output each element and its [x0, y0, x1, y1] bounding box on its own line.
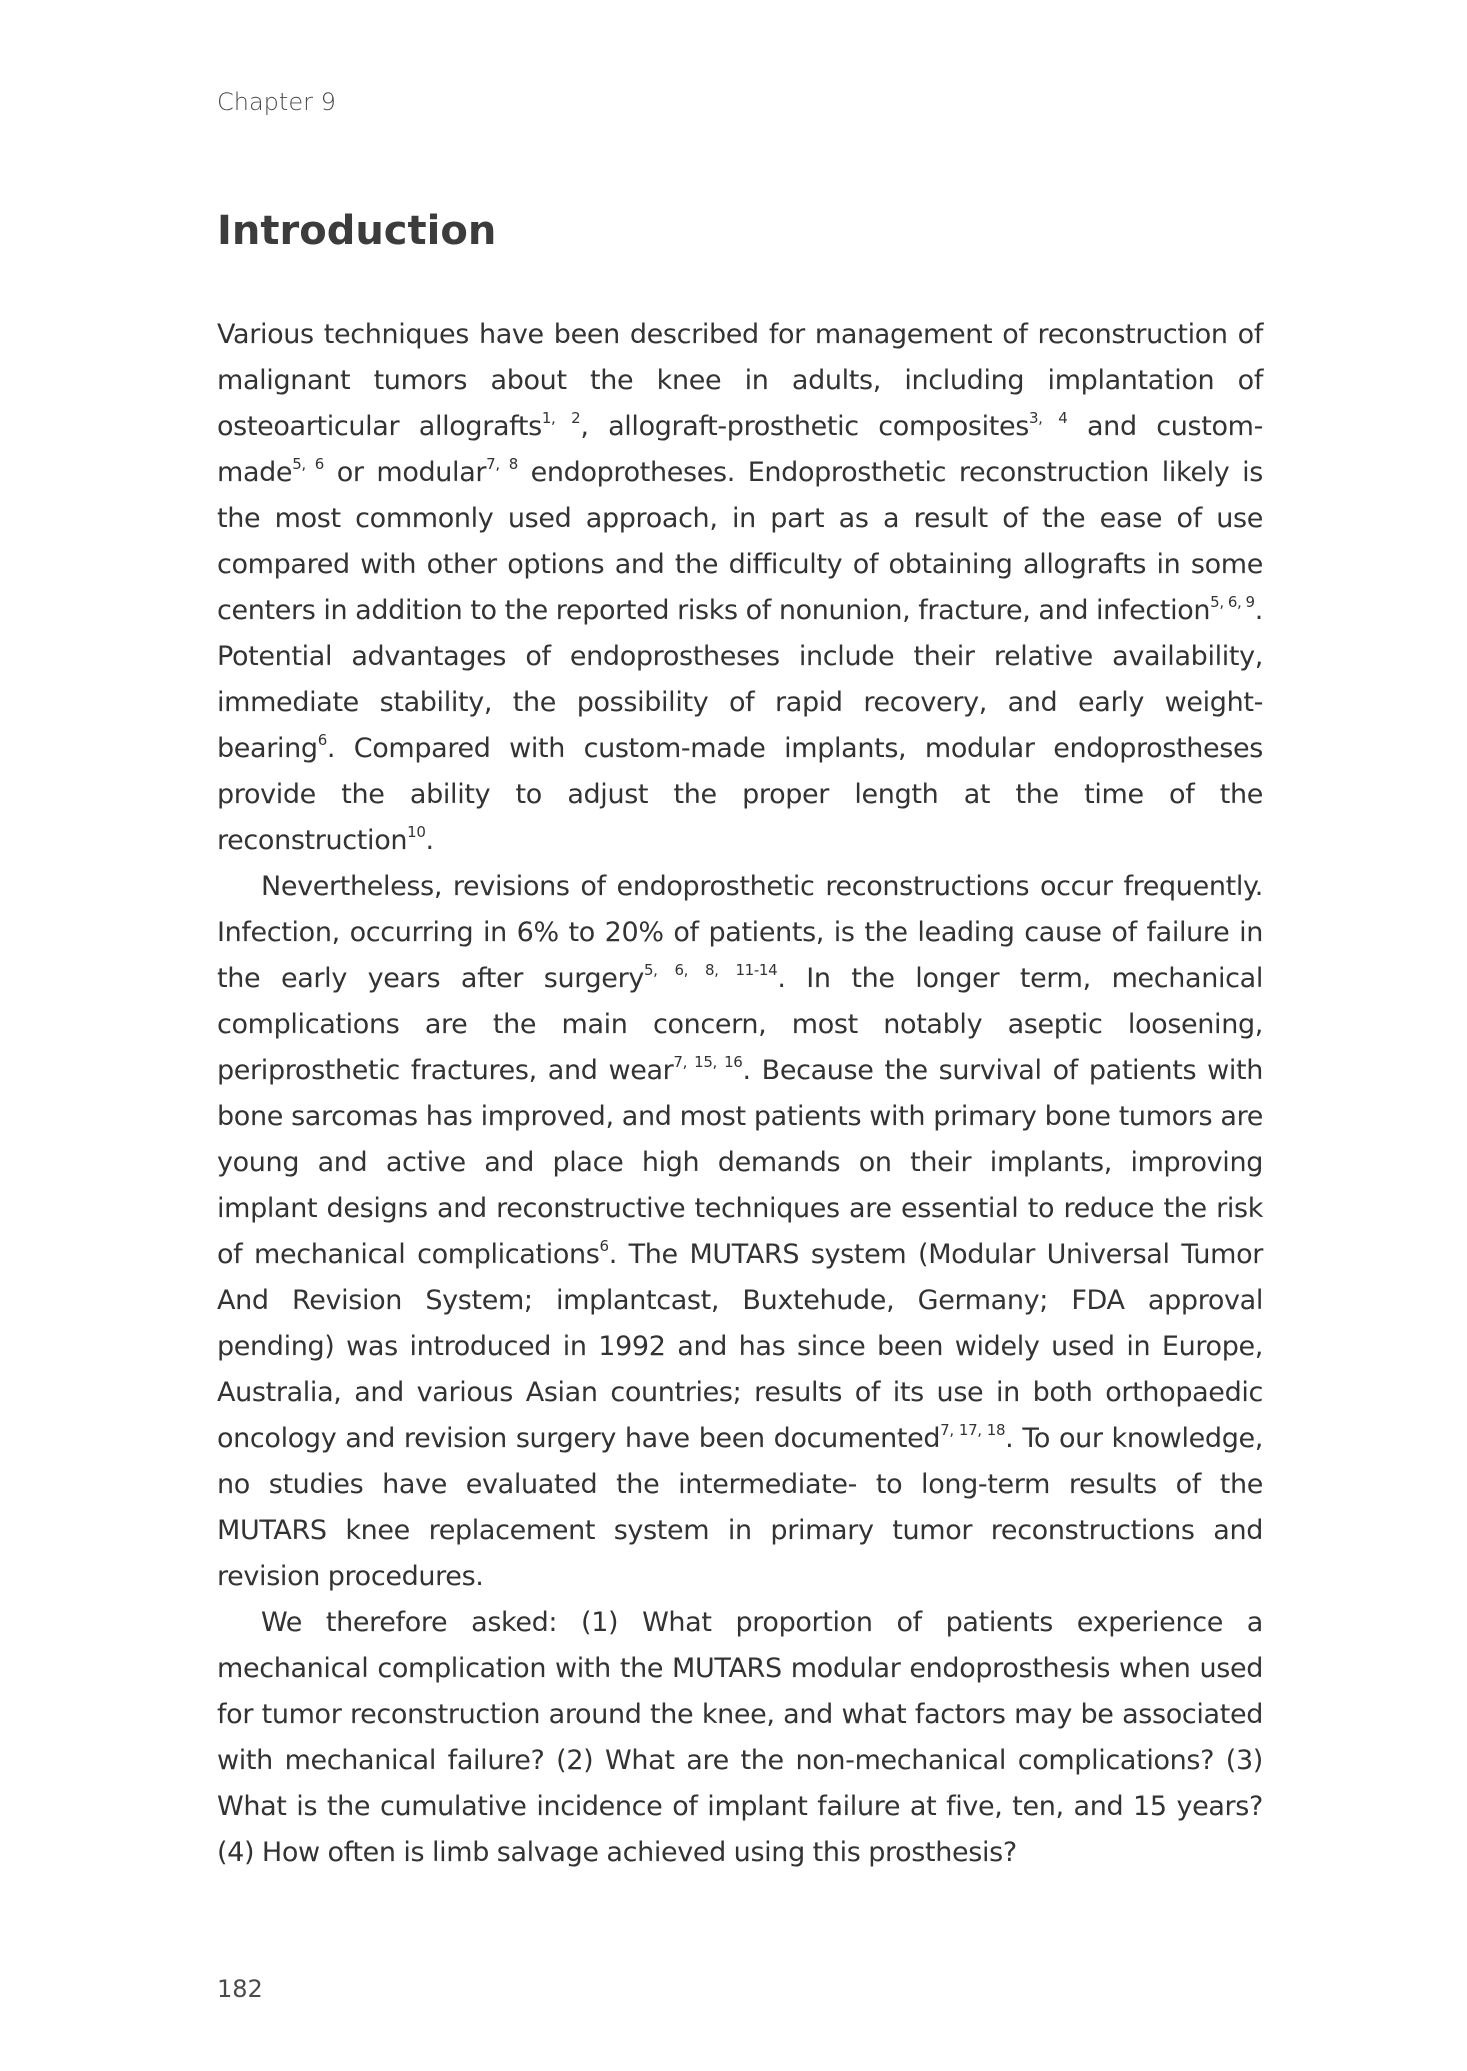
paragraph: [217, 1600, 1263, 1876]
paragraph: [217, 312, 1263, 864]
citation-superscript: 3, 4: [1028, 409, 1068, 427]
paragraph: [217, 864, 1263, 1600]
section-title: Introduction: [217, 208, 497, 254]
text-run: or modular: [323, 457, 487, 488]
text-run: .: [425, 825, 434, 856]
citation-superscript: 7, 17, 18: [940, 1421, 1006, 1439]
text-run: . Compared with custom-made implants, modular endoprostheses provide the ability to adjust the proper length at the time of the reconstruction: [217, 733, 1263, 856]
text-run: and custom-made: [217, 411, 1263, 488]
citation-superscript: 6: [599, 1237, 609, 1255]
citation-superscript: 5, 6, 9: [1210, 593, 1255, 611]
page-number: 182: [217, 1975, 263, 2003]
citation-superscript: 1, 2: [541, 409, 581, 427]
text-run: . Potential advantages of endoprostheses include their relative availability, immediate stability, the possibility of rapid recovery, and early weight-bearing: [217, 595, 1263, 764]
citation-superscript: 5, 6, 8, 11-14: [643, 961, 778, 979]
text-run: , allograft-prosthetic composites: [580, 411, 1029, 442]
running-head: Chapter 9: [217, 88, 336, 116]
text-run: endoprotheses. Endoprosthetic reconstruction likely is the most commonly used approach, in part as a result of the ease of use compared with other options and the difficulty of obtaining allografts in some centers in addition to the reported risks of nonunion, fracture, and infection: [217, 457, 1264, 626]
text-run: Nevertheless, revisions of endoprosthetic reconstructions occur frequently. Infection, occurring in 6% to 20% of patients, is the leading cause of failure in the early years after surgery: [217, 871, 1263, 994]
text-run: . The MUTARS system (Modular Universal Tumor And Revision System; implantcast, Buxtehude, Germany; FDA approval pending) was introduced in 1992 and has since been widely used in Europe, Australia, and various Asian countries; results of its use in both orthopaedic oncology and revision surgery have been documented: [217, 1239, 1263, 1454]
citation-superscript: 7, 15, 16: [673, 1053, 743, 1071]
text-run: . To our knowledge, no studies have evaluated the intermediate- to long-term results of the MUTARS knee replacement system in primary tumor reconstructions and revision procedures.: [217, 1423, 1263, 1592]
citation-superscript: 10: [407, 823, 426, 841]
body-text: [217, 312, 1263, 1876]
text-run: Various techniques have been described for management of reconstruction of malignant tumors about the knee in adults, including implantation of osteoarticular allografts: [217, 319, 1263, 442]
citation-superscript: 6: [317, 731, 327, 749]
text-run: . Because the survival of patients with bone sarcomas has improved, and most patients with primary bone tumors are young and active and place high demands on their implants, improving implant designs and reconstructive techniques are essential to reduce the risk of mechanical complications: [217, 1055, 1264, 1270]
text-run: . In the longer term, mechanical complications are the main concern, most notably aseptic loosening, periprosthetic fractures, and wear: [217, 963, 1263, 1086]
citation-superscript: 5, 6: [292, 455, 324, 473]
citation-superscript: 7, 8: [486, 455, 518, 473]
text-run: We therefore asked: (1) What proportion of patients experience a mechanical complication with the MUTARS modular endoprosthesis when used for tumor reconstruction around the knee, and what factors may be associated with mechanical failure? (2) What are the non-mechanical complications? (3) What is the cumulative incidence of implant failure at five, ten, and 15 years? (4) How often is limb salvage achieved using this prosthesis?: [217, 1607, 1263, 1868]
